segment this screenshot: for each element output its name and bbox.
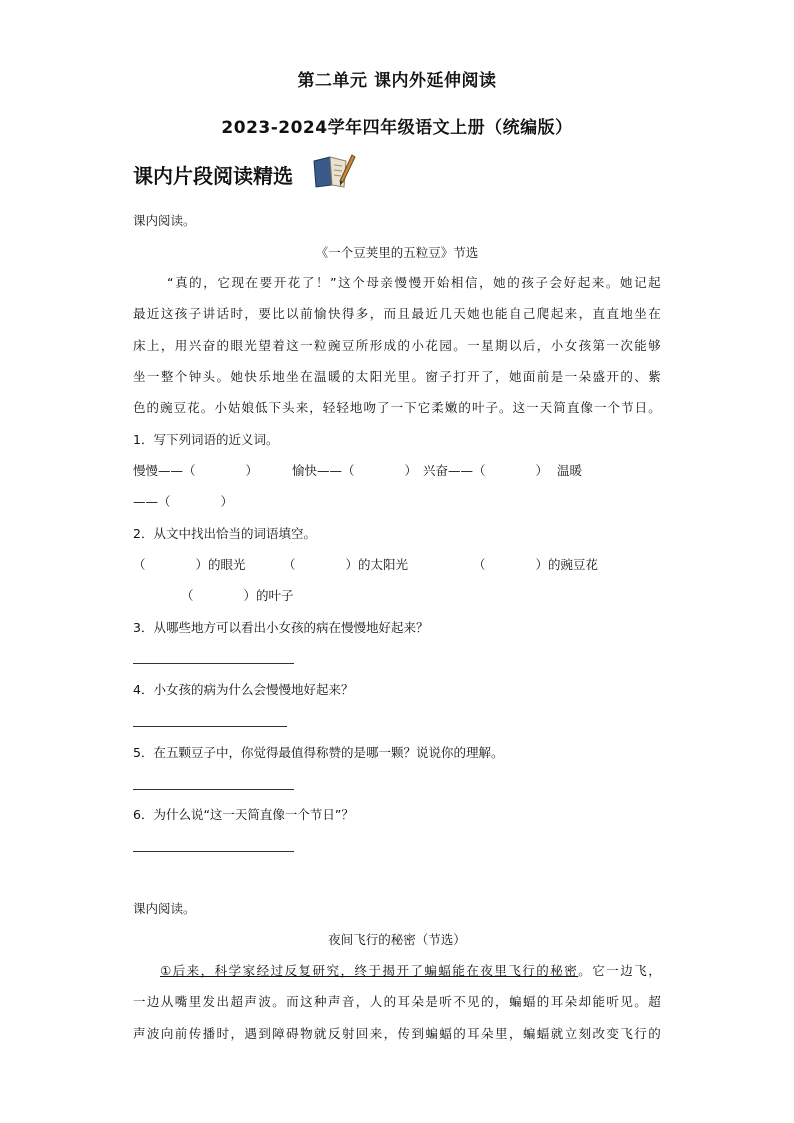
answer-line[interactable] xyxy=(133,851,294,852)
question-5: 5．在五颗豆子中，你觉得最值得称赞的是哪一颗？说说你的理解。 xyxy=(133,745,504,760)
underlined-sentence: ①后来，科学家经过反复研究，终于揭开了蝙蝠能在夜里飞行的秘密 xyxy=(160,963,579,978)
question-3: 3．从哪些地方可以看出小女孩的病在慢慢地好起来？ xyxy=(133,620,429,635)
passage-line: 床上，用兴奋的眼光望着这一粒豌豆所形成的小花园。一星期以后，小女孩第一次能够 xyxy=(133,337,661,353)
reading-intro: 课内阅读。 xyxy=(133,901,196,916)
passage-body xyxy=(133,955,661,1049)
answer-line[interactable] xyxy=(133,726,287,727)
question-4: 4．小女孩的病为什么会慢慢地好起来？ xyxy=(133,682,354,697)
passage-line: 色的豌豆花。小姑娘低下头来，轻轻地吻了一下它柔嫩的叶子。这一天简直像一个节日。 xyxy=(133,400,661,416)
passage-line xyxy=(133,955,661,986)
q1-item: ——（ ） xyxy=(133,494,234,509)
q1-item: 兴奋——（ ） xyxy=(423,463,549,478)
q1-item: 温暖 xyxy=(557,463,583,478)
answer-line[interactable] xyxy=(133,789,294,790)
q1-item: 慢慢——（ ） xyxy=(133,463,259,478)
question-1: 1．写下列词语的近义词。 xyxy=(133,432,279,447)
page-subtitle: 2023-2024学年四年级语文上册（统编版） xyxy=(221,118,573,138)
passage-line: 一边从嘴里发出超声波。而这种声音，人的耳朵是听不见的，蝙蝠的耳朵却能听见。超 xyxy=(133,994,661,1010)
book-pen-icon xyxy=(310,151,358,195)
answer-line[interactable] xyxy=(133,663,294,664)
passage-title: 夜间飞行的秘密（节选） xyxy=(328,932,466,947)
q1-item: 愉快——（ ） xyxy=(292,463,418,478)
q2-item: （ ）的太阳光 xyxy=(283,557,409,572)
q2-item: （ ）的眼光 xyxy=(133,557,246,572)
passage-line: 坐一整个钟头。她快乐地坐在温暖的太阳光里。窗子打开了，她面前是一朵盛开的、紫 xyxy=(133,368,661,384)
q2-item: （ ）的叶子 xyxy=(181,588,294,603)
section-heading: 课内片段阅读精选 xyxy=(133,164,293,188)
passage-line: “真的，它现在要开花了！”这个母亲慢慢开始相信，她的孩子会好起来。她记起 xyxy=(167,275,661,290)
question-6: 6．为什么说“这一天简直像一个节日”？ xyxy=(133,807,354,822)
passage-line: 声波向前传播时，遇到障碍物就反射回来，传到蝙蝠的耳朵里，蝙蝠就立刻改变飞行的 xyxy=(133,1025,661,1041)
reading-intro: 课内阅读。 xyxy=(133,213,196,228)
passage-title: 《一个豆荚里的五粒豆》节选 xyxy=(315,245,479,260)
passage-line: 最近这孩子讲话时，要比以前愉快得多，而且最近几天她也能自己爬起来，直直地坐在 xyxy=(133,306,661,322)
page-title: 第二单元 课内外延伸阅读 xyxy=(297,71,497,91)
question-2: 2．从文中找出恰当的词语填空。 xyxy=(133,526,316,541)
passage-text: 。它一边飞， xyxy=(578,963,661,978)
passage-body xyxy=(133,267,661,423)
q2-item: （ ）的豌豆花 xyxy=(473,557,599,572)
